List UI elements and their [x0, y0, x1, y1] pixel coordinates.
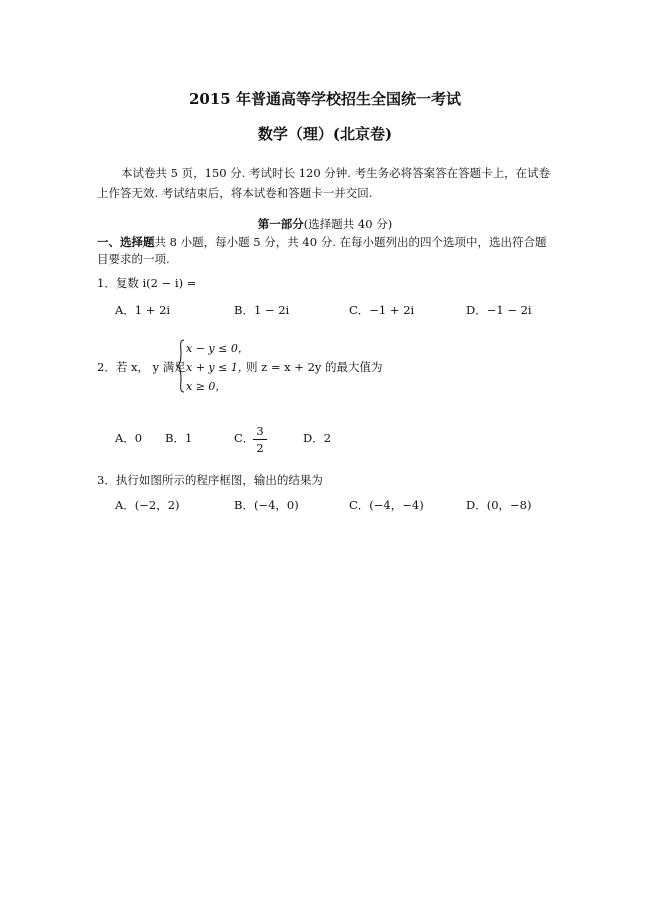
- question-2-option-d: D．2: [303, 431, 332, 445]
- section-heading: [0, 216, 650, 232]
- instructions-lead: 一、选择题: [97, 235, 155, 249]
- exam-subtitle: 数学（理）(北京卷): [257, 125, 393, 143]
- fraction-denominator: 2: [256, 441, 264, 455]
- question-1-option-a: A．1 + 2i: [115, 303, 171, 317]
- question-1-option-c: C．−1 + 2i: [349, 303, 415, 317]
- exam-title: 2015 年普通高等学校招生全国统一考试: [189, 90, 461, 108]
- system-line-3: x ≥ 0，: [186, 380, 227, 393]
- system-brace: [176, 339, 186, 393]
- question-3-stem: 3．执行如图所示的程序框图，输出的结果为: [97, 473, 323, 487]
- section-instructions: [97, 234, 557, 268]
- question-1-option-b: B．1 − 2i: [234, 303, 290, 317]
- question-2-option-c: C．: [234, 431, 255, 445]
- instructions-text: 共 8 小题，每小题 5 分，共 40 分. 在每小题列出的四个选项中，选出符合题目要求的一项.: [97, 235, 547, 266]
- question-3-option-c: C．(−4，−4): [349, 498, 424, 512]
- system-line-2: x + y ≤ 1，: [186, 361, 249, 374]
- question-3-option-b: B．(−4，0): [234, 498, 299, 512]
- question-1-option-d: D．−1 − 2i: [466, 303, 532, 317]
- question-3-option-a: A．(−2，2): [115, 498, 180, 512]
- system-line-1: x − y ≤ 0，: [186, 342, 249, 355]
- section-subtitle: (选择题共 40 分): [303, 217, 393, 231]
- question-2-stem-suffix: 则 z = x + 2y 的最大值为: [246, 360, 383, 374]
- question-2-option-a: A．0: [115, 431, 143, 445]
- question-2-stem-prefix: 2．若 x， y 满足: [97, 360, 186, 374]
- section-title: 第一部分: [257, 217, 304, 231]
- fraction-bar: [253, 439, 267, 440]
- option-c-fraction: [253, 424, 267, 455]
- fraction-numerator: 3: [256, 424, 264, 438]
- question-2-option-b: B．1: [165, 431, 193, 445]
- question-3-option-d: D．(0，−8): [466, 498, 532, 512]
- question-1-stem: 1．复数 i(2 − i) =: [97, 276, 197, 290]
- exam-notice: 本试卷共 5 页，150 分. 考试时长 120 分钟. 考生务必将答案答在答题卡上，在试卷上作答无效. 考试结束后，将本试卷和答题卡一并交回.: [97, 166, 551, 200]
